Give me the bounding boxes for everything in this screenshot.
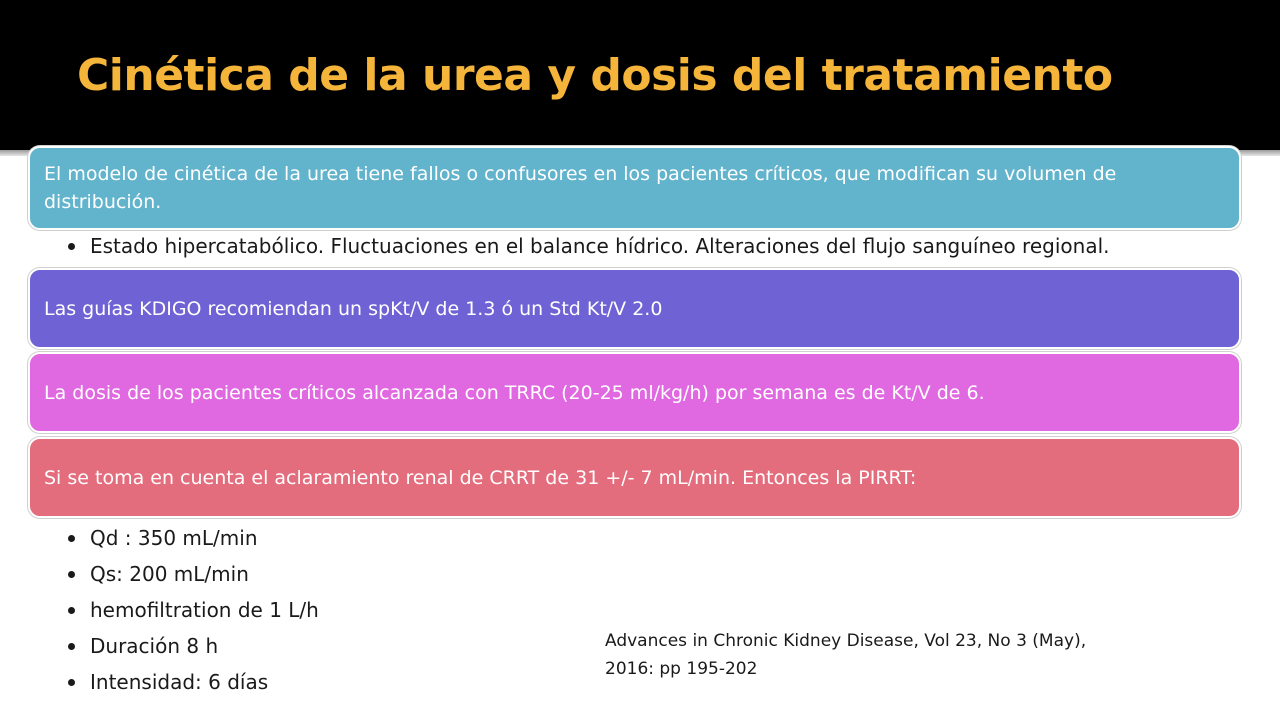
content-box-clearance bbox=[28, 437, 1241, 518]
list-item-text: Qs: 200 mL/min bbox=[90, 562, 249, 586]
list-item-text: Intensidad: 6 días bbox=[90, 670, 269, 694]
bullet-dot-icon bbox=[68, 679, 75, 686]
content-box-kdigo bbox=[28, 268, 1241, 349]
list-item bbox=[68, 520, 319, 556]
slide-title: Cinética de la urea y dosis del tratamiento bbox=[77, 50, 1113, 101]
box-text: Las guías KDIGO recomiendan un spKt/V de 1.3 ó un Std Kt/V 2.0 bbox=[44, 297, 663, 320]
box-text: Si se toma en cuenta el aclaramiento renal de CRRT de 31 +/- 7 mL/min. Entonces la PIRRT: bbox=[44, 466, 917, 489]
bullet-dot-icon bbox=[68, 243, 75, 250]
list-item-text: Duración 8 h bbox=[90, 634, 219, 658]
content-box-urea-model bbox=[28, 146, 1241, 230]
list-item bbox=[68, 628, 319, 664]
list-item bbox=[68, 664, 319, 700]
bullet-dot-icon bbox=[68, 607, 75, 614]
bullet-dot-icon bbox=[68, 535, 75, 542]
bullet-dot-icon bbox=[68, 643, 75, 650]
pirrt-parameter-list bbox=[68, 520, 319, 700]
list-item-text: Qd : 350 mL/min bbox=[90, 526, 258, 550]
content-box-dose bbox=[28, 352, 1241, 433]
box-text: El modelo de cinética de la urea tiene fallos o confusores en los pacientes críticos, que modifican su volumen de distribución. bbox=[44, 163, 1117, 213]
box-text: La dosis de los pacientes críticos alcanzada con TRRC (20-25 ml/kg/h) por semana es de Kt/V de 6. bbox=[44, 381, 985, 404]
list-item bbox=[68, 592, 319, 628]
box-bullet bbox=[68, 234, 1109, 258]
citation-line: Advances in Chronic Kidney Disease, Vol 23, No 3 (May), bbox=[605, 631, 1087, 651]
list-item bbox=[68, 556, 319, 592]
list-item-text: hemofiltration de 1 L/h bbox=[90, 598, 319, 622]
citation-line: 2016: pp 195-202 bbox=[605, 659, 758, 679]
citation bbox=[605, 627, 1185, 683]
bullet-text: Estado hipercatabólico. Fluctuaciones en el balance hídrico. Alteraciones del flujo sanguíneo regional. bbox=[90, 234, 1110, 258]
bullet-dot-icon bbox=[68, 571, 75, 578]
